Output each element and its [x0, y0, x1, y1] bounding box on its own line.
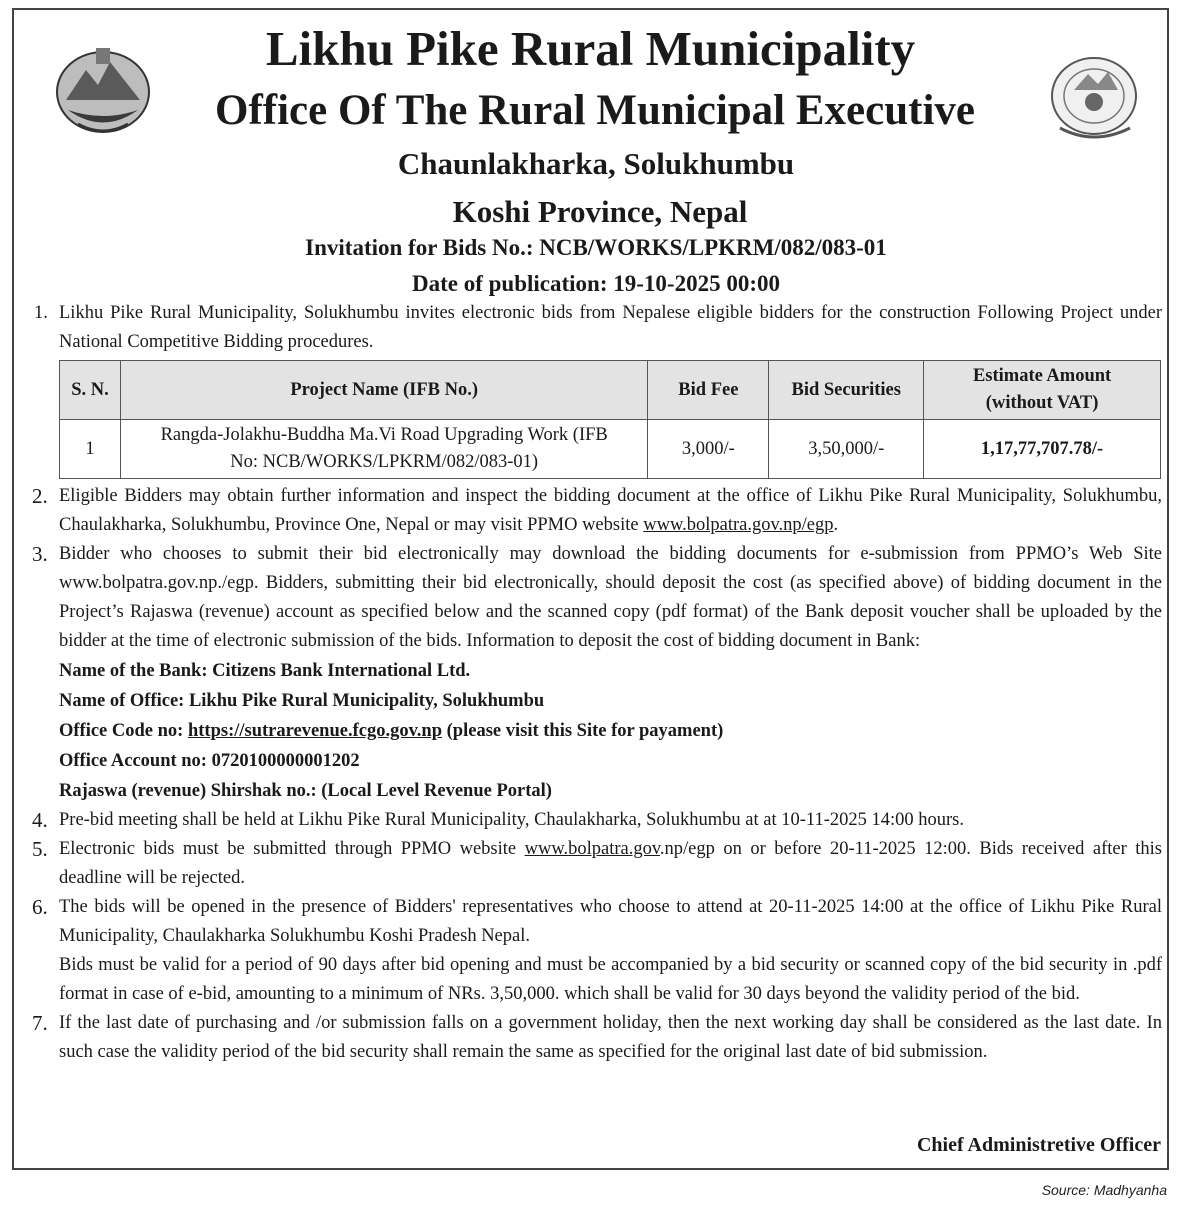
- item-number: 6.: [32, 895, 48, 919]
- municipality-title: Likhu Pike Rural Municipality: [265, 21, 916, 76]
- bolpatra-link[interactable]: www.bolpatra.gov.np/egp: [643, 515, 834, 535]
- item-text: Likhu Pike Rural Municipality, Solukhumbu invites electronic bids from Nepalese eligible bidders for the construction Following Project under National Competitive Bidding procedures.: [59, 303, 1162, 352]
- item-number: 4.: [32, 808, 48, 832]
- bid-validity-text: Bids must be valid for a period of 90 days after bid opening and must be accompanied by a bid security or scanned copy of the bid security in .pdf format in case of e-bid, amounting to a minimum of NRs. 3,50,000. which shall be valid for 30 days beyond the validity period of the bid.: [59, 955, 1162, 1004]
- table-row: [60, 420, 1161, 479]
- item-text: Pre-bid meeting shall be held at Likhu Pike Rural Municipality, Chaulakharka, Solukhumbu at at 10-11-2025 14:00 hours.: [59, 810, 964, 830]
- item-number: 3.: [32, 542, 48, 566]
- bank-name: Name of the Bank: Citizens Bank International Ltd.: [59, 661, 471, 681]
- header-estimate-line2: (without VAT): [985, 393, 1099, 413]
- ifb-number: Invitation for Bids No.: NCB/WORKS/LPKRM/082/083-01: [305, 235, 887, 260]
- rajaswa-line: Rajaswa (revenue) Shirshak no.: (Local Level Revenue Portal): [59, 781, 552, 801]
- section-1: [26, 299, 1162, 357]
- cell-project-name: [120, 420, 647, 479]
- office-account: Office Account no: 0720100000001202: [59, 751, 360, 771]
- bank-details: [26, 656, 1162, 806]
- item-text-after: .np/egp on or before 20-11-2025 12:00. Bids received after this deadline will be rejected.: [59, 839, 1162, 888]
- cell-bid-fee: 3,000/-: [648, 420, 769, 479]
- item-number: 5.: [32, 837, 48, 861]
- item-text-end: .: [833, 515, 839, 535]
- bids-table: [59, 360, 1161, 479]
- item-text: If the last date of purchasing and /or submission falls on a government holiday, then the next working day shall be considered as the last date. In such case the validity period of the bid security shall remain the same as specified for the original last date of bid submission.: [59, 1013, 1162, 1062]
- province-line: Koshi Province, Nepal: [452, 194, 748, 229]
- header-sn: S. N.: [60, 361, 121, 420]
- cell-bid-security: 3,50,000/-: [769, 420, 924, 479]
- source-credit: Source: Madhyanha: [1041, 1182, 1167, 1198]
- header-project-name: Project Name (IFB No.): [120, 361, 647, 420]
- section-2-7: [26, 482, 1162, 1067]
- item-text: Eligible Bidders may obtain further information and inspect the bidding document at the office of Likhu Pike Rural Municipality, Solukhumbu, Chaulakharka, Solukhumbu, Province One, Nepal or may visit PPMO website: [59, 486, 1162, 535]
- item-text: The bids will be opened in the presence of Bidders' representatives who choose to attend at 20-11-2025 14:00 at the office of Likhu Pike Rural Municipality, Chaulakharka Solukhumbu Koshi Pradesh Nepal.: [59, 897, 1162, 946]
- signature: Chief Administretive Officer: [916, 1134, 1161, 1156]
- item-number: 2.: [32, 484, 48, 508]
- project-line1: Rangda-Jolakhu-Buddha Ma.Vi Road Upgrading Work (IFB: [160, 425, 608, 445]
- item-text: Bidder who chooses to submit their bid electronically may download the bidding documents for e-submission from PPMO’s Web Site www.bolpatra.gov.np./egp. Bidders, submitting their bid electronically, should deposit the cost (as specified above) of bidding document in the Project’s Rajaswa (revenue) account as specified below and the scanned copy (pdf format) of the Bank deposit voucher shall be uploaded by the bidder at the time of electronic submission of the bids. Information to deposit the cost of bidding document in Bank:: [59, 544, 1162, 651]
- cell-sn: 1: [60, 420, 121, 479]
- location-line: Chaunlakharka, Solukhumbu: [397, 146, 795, 181]
- publication-date: Date of publication: 19-10-2025 00:00: [412, 271, 780, 296]
- header-bid-fee: Bid Fee: [648, 361, 769, 420]
- item-number: 7.: [32, 1011, 48, 1035]
- item-number: 1.: [34, 303, 48, 323]
- ppmo-link[interactable]: www.bolpatra.gov: [524, 839, 660, 859]
- office-code-note: (please visit this Site for payament): [442, 721, 724, 741]
- table-header-row: [60, 361, 1161, 420]
- header-bid-securities: Bid Securities: [769, 361, 924, 420]
- cell-estimate: 1,17,77,707.78/-: [924, 420, 1161, 479]
- project-line2: No: NCB/WORKS/LPKRM/082/083-01): [230, 452, 539, 472]
- office-code-label: Office Code no:: [59, 721, 188, 741]
- header-estimate-amount: [924, 361, 1161, 420]
- office-code: [59, 716, 1162, 746]
- office-title: Office Of The Rural Municipal Executive: [215, 87, 975, 134]
- office-name: Name of Office: Likhu Pike Rural Municipality, Solukhumbu: [59, 691, 545, 711]
- header-estimate-line1: Estimate Amount: [972, 366, 1112, 386]
- sutra-revenue-link[interactable]: https://sutrarevenue.fcgo.gov.np: [187, 721, 443, 741]
- item-text: Electronic bids must be submitted through PPMO website: [59, 839, 525, 859]
